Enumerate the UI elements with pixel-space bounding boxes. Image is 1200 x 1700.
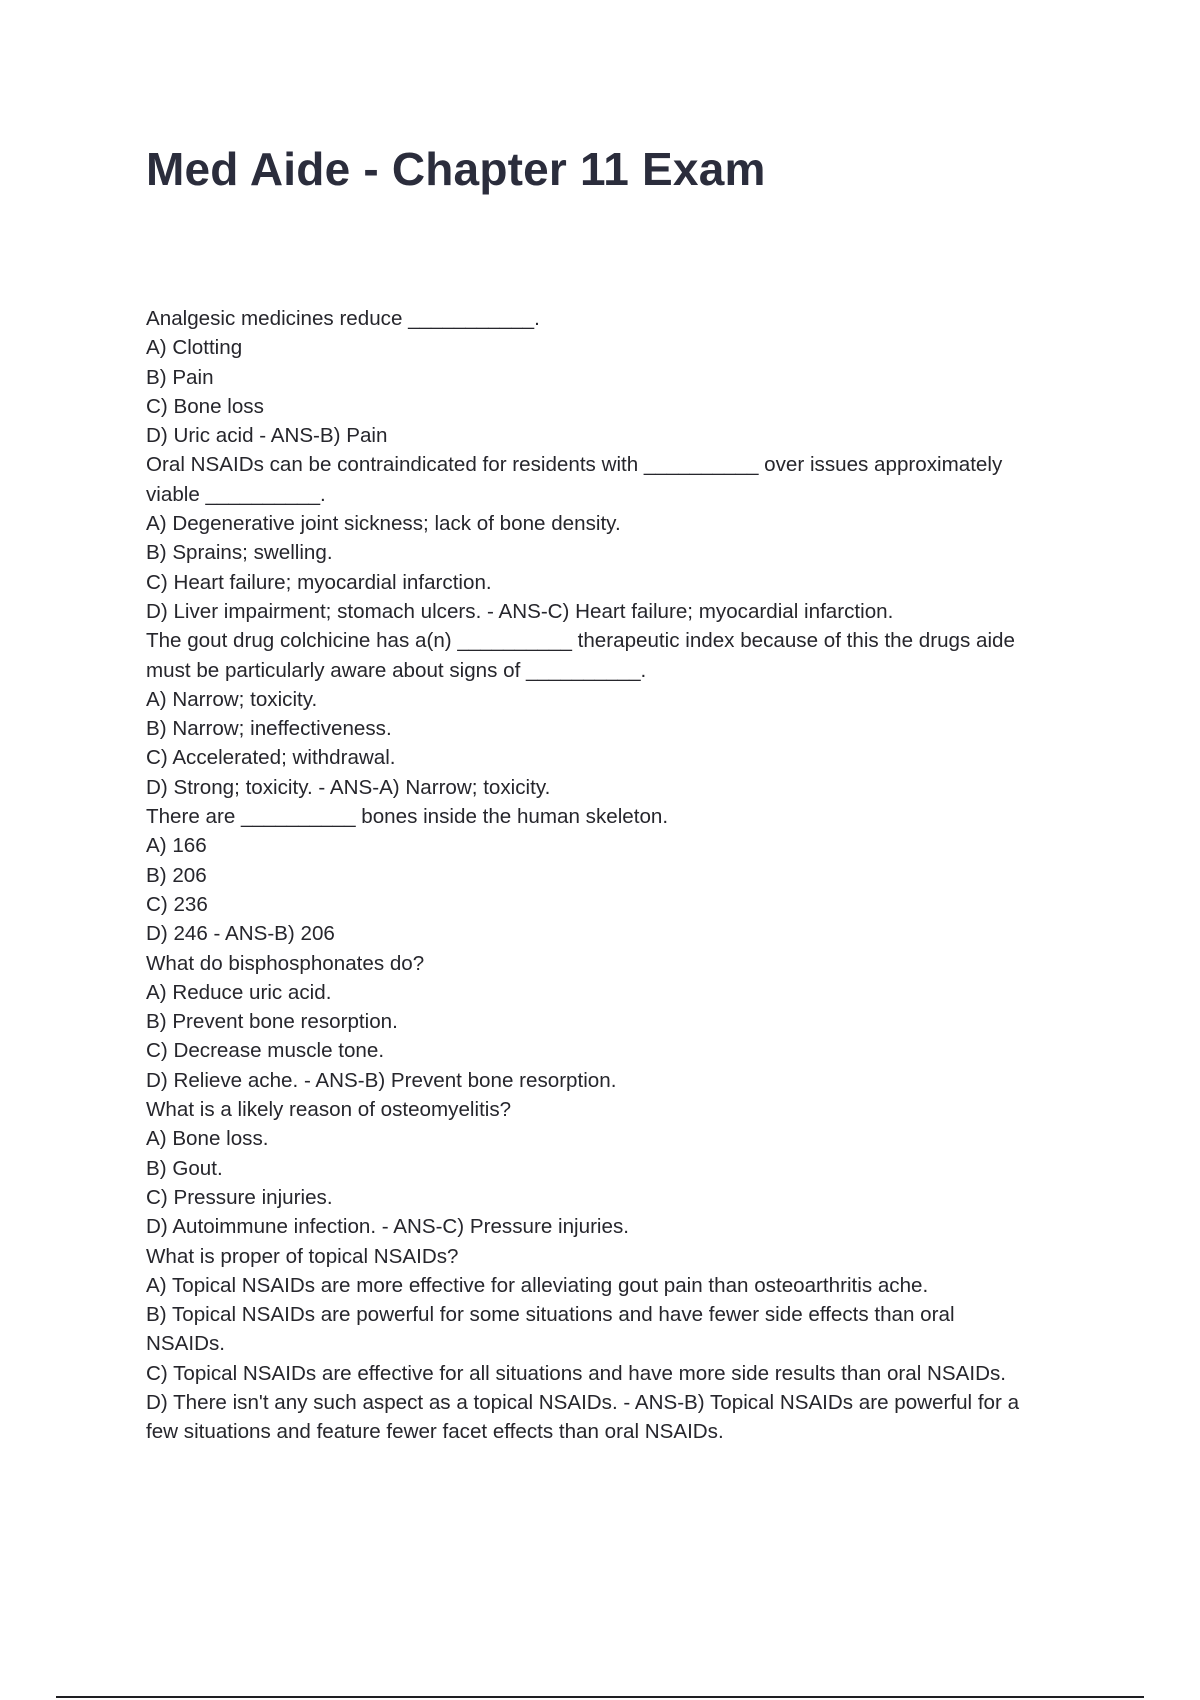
answer-line: D) Relieve ache. - ANS-B) Prevent bone resorption.: [146, 1068, 617, 1092]
option-line: C) Bone loss: [146, 394, 264, 418]
option-line: NSAIDs.: [146, 1332, 225, 1356]
option-line: A) Clotting: [146, 336, 243, 360]
question-line: What is a likely reason of osteomyelitis?: [146, 1098, 512, 1122]
question-line: Oral NSAIDs can be contraindicated for residents with __________ over issues approximately: [146, 453, 1003, 477]
option-line: C) Decrease muscle tone.: [146, 1039, 385, 1063]
answer-line: D) Autoimmune infection. - ANS-C) Pressure injuries.: [146, 1215, 629, 1239]
option-line: C) Heart failure; myocardial infarction.: [146, 570, 492, 594]
option-line: A) Narrow; toxicity.: [146, 687, 318, 711]
option-line: A) 166: [146, 834, 207, 858]
question-line: viable __________.: [146, 482, 326, 506]
answer-line: D) Liver impairment; stomach ulcers. - ANS-C) Heart failure; myocardial infarction.: [146, 599, 894, 623]
question-line: What is proper of topical NSAIDs?: [146, 1244, 459, 1268]
answer-line: D) Uric acid - ANS-B) Pain: [146, 424, 388, 448]
page-title: Med Aide - Chapter 11 Exam: [146, 143, 766, 195]
option-line: B) Prevent bone resorption.: [146, 1010, 398, 1034]
option-line: B) Pain: [146, 365, 214, 389]
exam-content: [146, 304, 1091, 1447]
answer-line: few situations and feature fewer facet effects than oral NSAIDs.: [146, 1420, 724, 1444]
option-line: A) Degenerative joint sickness; lack of bone density.: [146, 512, 621, 536]
option-line: B) Sprains; swelling.: [146, 541, 333, 565]
option-line: C) Accelerated; withdrawal.: [146, 746, 396, 770]
question-line: Analgesic medicines reduce ___________.: [146, 307, 540, 330]
option-line: A) Reduce uric acid.: [146, 980, 332, 1004]
option-line: A) Bone loss.: [146, 1127, 269, 1151]
question-line: must be particularly aware about signs of __________.: [146, 658, 647, 682]
option-line: B) Gout.: [146, 1156, 223, 1180]
answer-line: D) There isn't any such aspect as a topical NSAIDs. - ANS-B) Topical NSAIDs are powerful for a: [146, 1390, 1020, 1414]
option-line: C) Topical NSAIDs are effective for all situations and have more side results than oral NSAIDs.: [146, 1361, 1006, 1385]
answer-line: D) Strong; toxicity. - ANS-A) Narrow; toxicity.: [146, 775, 551, 799]
option-line: B) Topical NSAIDs are powerful for some situations and have fewer side effects than oral: [146, 1303, 955, 1327]
answer-line: D) 246 - ANS-B) 206: [146, 922, 335, 946]
footer-divider: [56, 1696, 1144, 1698]
option-line: C) Pressure injuries.: [146, 1185, 333, 1209]
option-line: B) Narrow; ineffectiveness.: [146, 717, 392, 741]
question-line: The gout drug colchicine has a(n) __________ therapeutic index because of this the drugs aide: [146, 629, 1015, 653]
option-line: A) Topical NSAIDs are more effective for alleviating gout pain than osteoarthritis ache.: [146, 1273, 929, 1297]
option-line: C) 236: [146, 892, 208, 916]
question-line: There are __________ bones inside the human skeleton.: [146, 805, 669, 829]
option-line: B) 206: [146, 863, 207, 887]
question-line: What do bisphosphonates do?: [146, 951, 425, 975]
